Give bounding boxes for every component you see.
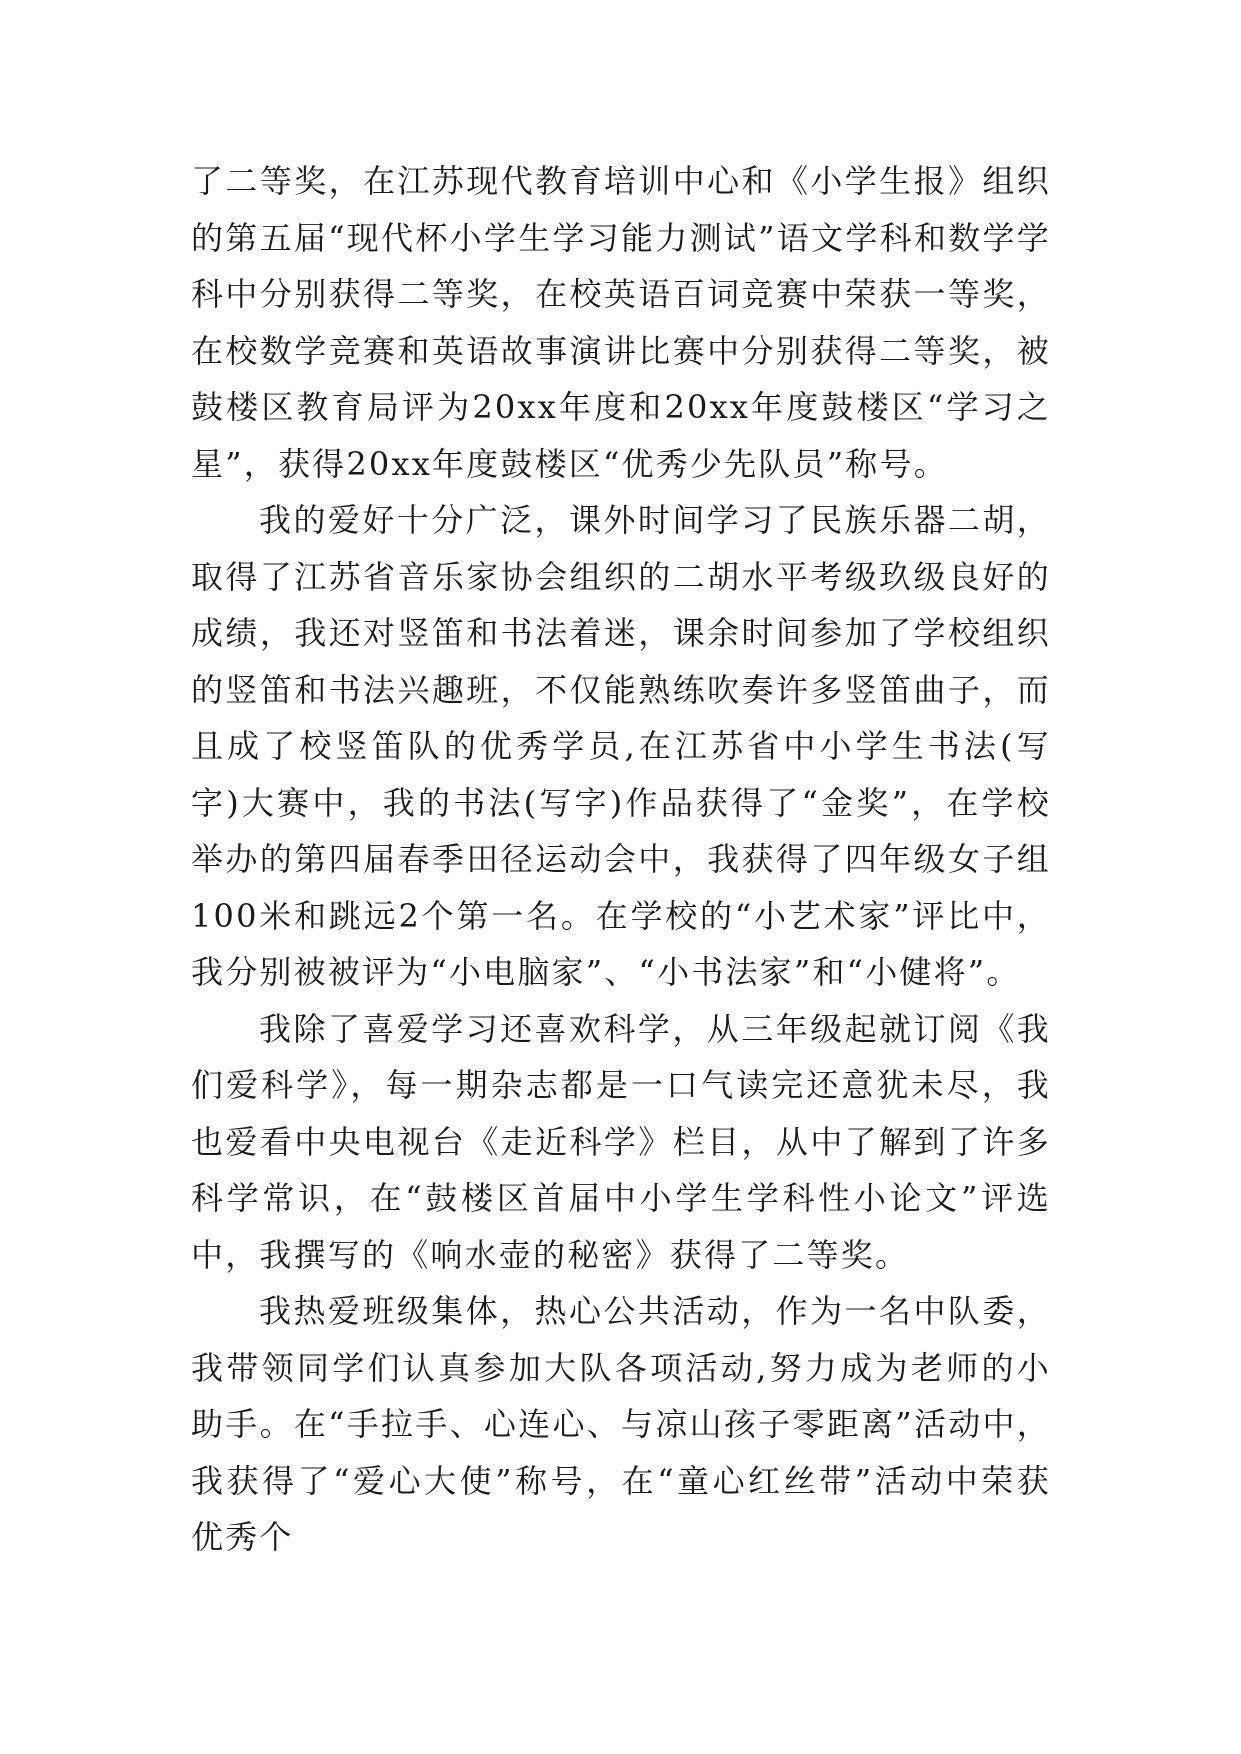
paragraph-hobbies: 我的爱好十分广泛，课外时间学习了民族乐器二胡，取得了江苏省音乐家协会组织的二胡水平考级玖级良好的成绩，我还对竖笛和书法着迷，课余时间参加了学校组织的竖笛和书法兴趣班，不仅能熟练吹奏许多竖笛曲子，而且成了校竖笛队的优秀学员,在江苏省中小学生书法(写字)大赛中，我的书法(写字)作品获得了“金奖”，在学校举办的第四届春季田径运动会中，我获得了四年级女子组100米和跳远2个第一名。在学校的“小艺术家”评比中，我分别被被评为“小电脑家”、“小书法家”和“小健将”。 bbox=[191, 501, 1051, 991]
paragraph-science: 我除了喜爱学习还喜欢科学，从三年级起就订阅《我们爱科学》，每一期杂志都是一口气读完还意犹未尽，我也爱看中央电视台《走近科学》栏目，从中了解到了许多科学常识，在“鼓楼区首届中小学生学科性小论文”评选中，我撰写的《响水壶的秘密》获得了二等奖。 bbox=[191, 1009, 1051, 1274]
paragraph-class-activities: 我热爱班级集体，热心公共活动，作为一名中队委，我带领同学们认真参加大队各项活动,努力成为老师的小助手。在“手拉手、心连心、与凉山孩子零距离”活动中，我获得了“爱心大使”称号，在“童心红丝带”活动中荣获优秀个 bbox=[191, 1292, 1051, 1556]
paragraph-continuation: 了二等奖，在江苏现代教育培训中心和《小学生报》组织的第五届“现代杯小学生学习能力测试”语文学科和数学学科中分别获得二等奖，在校英语百词竞赛中荣获一等奖，在校数学竞赛和英语故事演讲比赛中分别获得二等奖，被鼓楼区教育局评为20xx年度和20xx年度鼓楼区“学习之星”，获得20xx年度鼓楼区“优秀少先队员”称号。 bbox=[191, 162, 1051, 483]
document-body bbox=[191, 153, 1051, 1566]
